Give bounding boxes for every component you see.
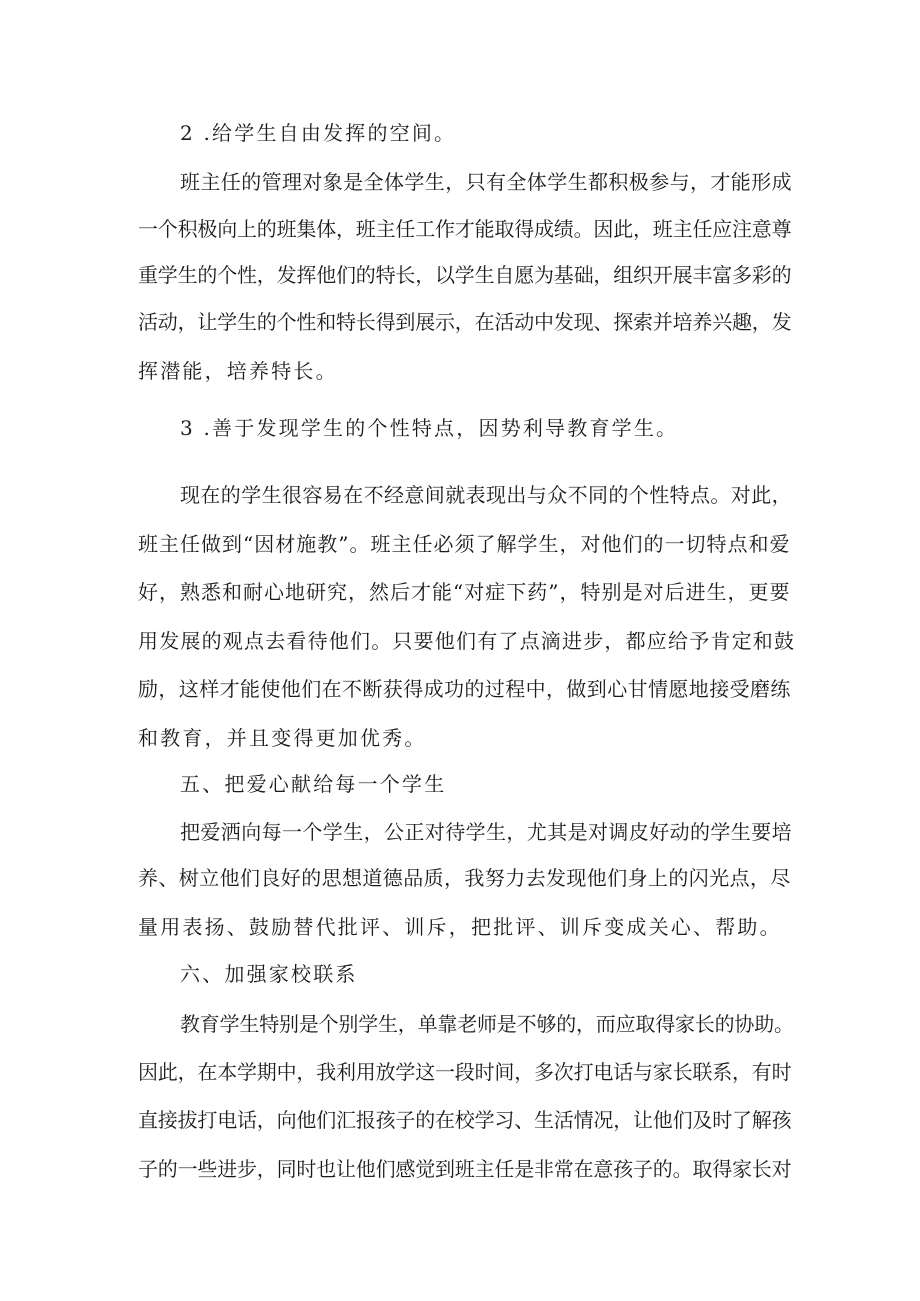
paragraph-line: 好，熟悉和耐心地研究，然后才能“对症下药”，特别是对后进生，更要 [138, 580, 791, 604]
paragraph-line: 子的一些进步，同时也让他们感觉到班主任是非常在意孩子的。取得家长对 [138, 1157, 792, 1181]
paragraph-line: 挥潜能，培养特长。 [138, 359, 338, 383]
paragraph-line: 班主任的管理对象是全体学生，只有全体学生都积极参与，才能形成 [180, 170, 792, 194]
paragraph-line: 一个积极向上的班集体，班主任工作才能取得成绩。因此，班主任应注意尊 [138, 217, 792, 241]
paragraph-line: 活动，让学生的个性和特长得到展示，在活动中发现、探索并培养兴趣，发 [138, 310, 792, 334]
paragraph-line: 因此，在本学期中，我利用放学这一段时间，多次打电话与家长联系，有时 [138, 1060, 792, 1084]
paragraph-line: 直接拔打电话，向他们汇报孩子的在校学习、生活情况，让他们及时了解孩 [138, 1108, 792, 1132]
section-heading-5: 五、把爱心献给每一个学生 [180, 772, 447, 796]
paragraph-line: 教育学生特别是个别学生，单靠老师是不够的，而应取得家长的协助。 [180, 1012, 794, 1036]
section-heading-6: 六、加强家校联系 [180, 962, 358, 986]
section-heading-2: 2 .给学生自由发挥的空间。 [180, 121, 457, 145]
paragraph-line: 现在的学生很容易在不经意间就表现出与众不同的个性特点。对此， [180, 483, 792, 507]
paragraph-line: 把爱洒向每一个学生，公正对待学生，尤其是对调皮好动的学生要培 [180, 820, 792, 844]
paragraph-line: 励，这样才能使他们在不断获得成功的过程中，做到心甘情愿地接受磨练 [138, 677, 791, 701]
paragraph-line: 用发展的观点去看待他们。只要他们有了点滴进步，都应给予肯定和鼓 [138, 629, 796, 653]
paragraph-line: 重学生的个性，发挥他们的特长，以学生自愿为基础，组织开展丰富多彩的 [138, 263, 792, 287]
paragraph-line: 量用表扬、鼓励替代批评、训斥，把批评、训斥变成关心、帮助。 [138, 915, 782, 939]
paragraph-line: 和教育，并且变得更加优秀。 [138, 726, 427, 750]
section-heading-3: 3 .善于发现学生的个性特点，因势利导教育学生。 [180, 416, 679, 440]
paragraph-line: 班主任做到“因材施教”。班主任必须了解学生，对他们的一切特点和爱 [138, 532, 791, 556]
paragraph-line: 养、树立他们良好的思想道德品质，我努力去发现他们身上的闪光点，尽 [138, 866, 791, 890]
